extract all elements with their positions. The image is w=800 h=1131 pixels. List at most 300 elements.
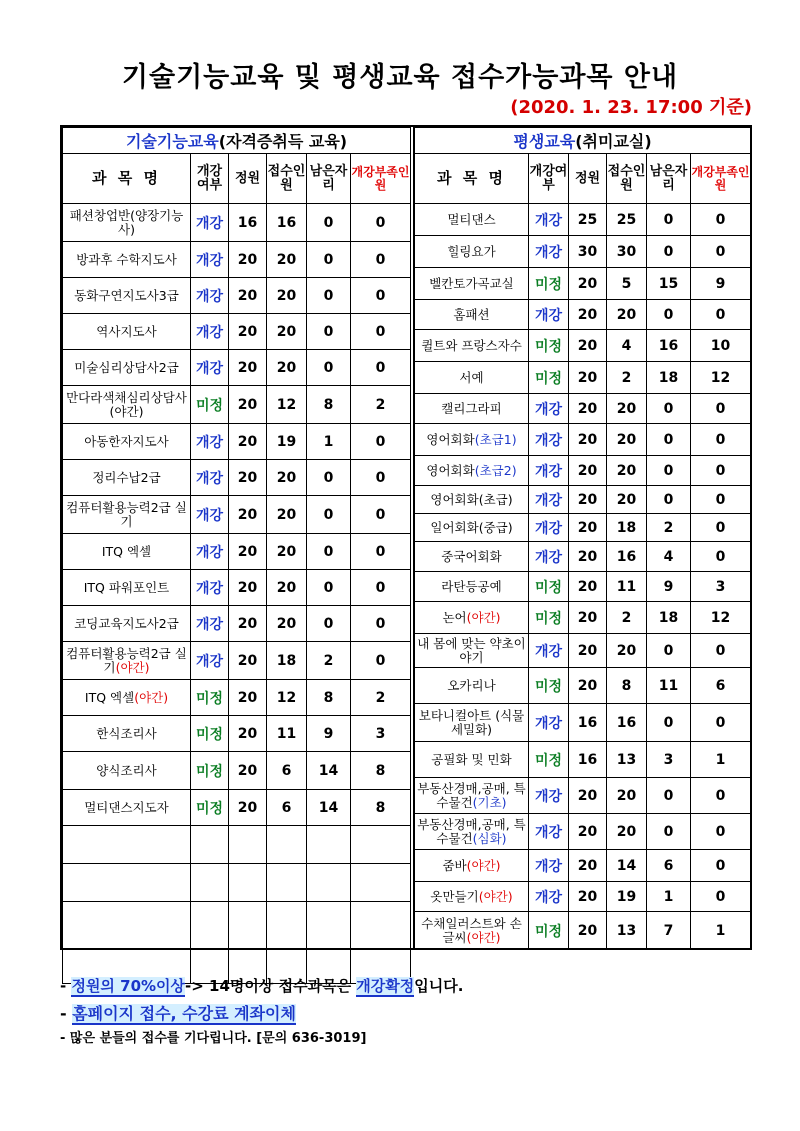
course-name-text: ITQ 파워포인트	[83, 579, 170, 595]
course-name	[415, 394, 529, 424]
empty-row	[63, 826, 411, 864]
shortfall-cell: 3	[351, 716, 411, 752]
course-name-text: 줌바	[442, 857, 467, 873]
course-name	[63, 204, 191, 242]
registered-cell: 20	[267, 570, 307, 606]
empty-cell	[307, 826, 351, 864]
shortfall-cell: 2	[351, 680, 411, 716]
course-name-text: 영어회화(초급)	[430, 491, 513, 507]
header-shortfall: 개강부족인원	[351, 154, 411, 204]
capacity-cell: 20	[569, 850, 607, 882]
course-name-text: 내 몸에 맞는 약초이야기	[417, 635, 526, 665]
remaining-cell: 0	[647, 300, 691, 330]
registered-cell: 4	[607, 330, 647, 362]
course-name-suffix: (초급1)	[474, 431, 517, 447]
table-row	[415, 602, 751, 634]
capacity-cell: 20	[229, 496, 267, 534]
empty-cell	[351, 902, 411, 984]
empty-cell	[229, 902, 267, 984]
status-badge: 개강	[529, 778, 569, 814]
registered-cell: 16	[607, 704, 647, 742]
registered-cell: 2	[607, 362, 647, 394]
remaining-cell: 0	[307, 460, 351, 496]
shortfall-cell: 0	[351, 606, 411, 642]
course-name-text: 홈패션	[453, 306, 490, 322]
remaining-cell: 11	[647, 668, 691, 704]
bullet-dash: -	[60, 1004, 73, 1023]
shortfall-cell: 0	[691, 486, 751, 514]
course-name	[415, 912, 529, 950]
table-row	[415, 850, 751, 882]
shortfall-cell: 10	[691, 330, 751, 362]
remaining-cell: 14	[307, 752, 351, 790]
remaining-cell: 7	[647, 912, 691, 950]
status-badge: 개강	[191, 606, 229, 642]
course-name	[415, 236, 529, 268]
remaining-cell: 0	[647, 814, 691, 850]
empty-row	[63, 864, 411, 902]
course-name-text: 미술심리상담사2급	[74, 359, 179, 375]
empty-cell	[307, 864, 351, 902]
shortfall-cell: 8	[351, 752, 411, 790]
course-name-text: 만다라색채심리상담사(야간)	[66, 389, 187, 419]
remaining-cell: 9	[647, 572, 691, 602]
course-name-suffix: (야간)	[466, 929, 501, 945]
shortfall-cell: 0	[351, 314, 411, 350]
shortfall-cell: 1	[691, 742, 751, 778]
table-row	[415, 634, 751, 668]
status-badge: 미정	[529, 668, 569, 704]
capacity-cell: 20	[569, 814, 607, 850]
remaining-cell: 6	[647, 850, 691, 882]
bullet-dash: -	[60, 977, 72, 995]
capacity-cell: 25	[569, 204, 607, 236]
capacity-cell: 20	[569, 456, 607, 486]
course-name	[63, 350, 191, 386]
capacity-cell: 20	[229, 790, 267, 826]
status-badge: 미정	[529, 742, 569, 778]
registered-cell: 19	[607, 882, 647, 912]
status-badge: 미정	[529, 572, 569, 602]
table-row	[415, 514, 751, 542]
remaining-cell: 0	[647, 394, 691, 424]
table-row	[415, 742, 751, 778]
shortfall-cell: 2	[351, 386, 411, 424]
header-remaining: 남은자리	[307, 154, 351, 204]
status-badge: 개강	[191, 424, 229, 460]
course-name	[63, 242, 191, 278]
registered-cell: 20	[267, 496, 307, 534]
shortfall-cell: 0	[691, 778, 751, 814]
empty-cell	[307, 902, 351, 984]
status-badge: 미정	[529, 912, 569, 950]
course-name	[415, 542, 529, 572]
remaining-cell: 14	[307, 790, 351, 826]
remaining-cell: 1	[307, 424, 351, 460]
notice-threshold: 정원의 70%이상	[71, 977, 186, 995]
remaining-cell: 8	[307, 386, 351, 424]
status-badge: 개강	[191, 642, 229, 680]
lifelong-education-panel	[414, 127, 750, 950]
empty-cell	[63, 864, 191, 902]
technical-course-rows	[63, 204, 411, 984]
shortfall-cell: 0	[351, 242, 411, 278]
course-name	[415, 668, 529, 704]
header-registered: 접수인원	[267, 154, 307, 204]
status-badge: 개강	[529, 882, 569, 912]
registered-cell: 20	[267, 314, 307, 350]
empty-cell	[351, 864, 411, 902]
technical-education-panel	[62, 127, 410, 984]
capacity-cell: 20	[569, 268, 607, 300]
capacity-cell: 20	[229, 642, 267, 680]
remaining-cell: 0	[307, 570, 351, 606]
capacity-cell: 20	[229, 570, 267, 606]
registered-cell: 30	[607, 236, 647, 268]
shortfall-cell: 1	[691, 912, 751, 950]
status-badge: 개강	[529, 542, 569, 572]
remaining-cell: 3	[647, 742, 691, 778]
shortfall-cell: 0	[691, 542, 751, 572]
empty-cell	[267, 826, 307, 864]
course-name-text: 공필화 및 민화	[431, 751, 512, 767]
empty-cell	[351, 826, 411, 864]
remaining-cell: 0	[307, 534, 351, 570]
capacity-cell: 20	[229, 606, 267, 642]
shortfall-cell: 0	[691, 814, 751, 850]
course-name-text: 부동산경매,공매, 특수물건	[417, 780, 526, 810]
capacity-cell: 16	[569, 742, 607, 778]
table-row	[415, 456, 751, 486]
capacity-cell: 20	[229, 534, 267, 570]
course-name-text: ITQ 엑셀	[101, 543, 152, 559]
registered-cell: 20	[607, 300, 647, 330]
remaining-cell: 0	[647, 634, 691, 668]
remaining-cell: 0	[647, 456, 691, 486]
registered-cell: 8	[607, 668, 647, 704]
remaining-cell: 0	[307, 350, 351, 386]
table-row	[415, 668, 751, 704]
course-name-text: 방과후 수학지도사	[76, 251, 177, 267]
table-row	[63, 790, 411, 826]
registered-cell: 20	[267, 242, 307, 278]
registered-cell: 11	[607, 572, 647, 602]
capacity-cell: 20	[569, 330, 607, 362]
section-title-main: 평생교육	[513, 132, 576, 151]
shortfall-cell: 0	[691, 704, 751, 742]
course-name-text: 일어회화(중급)	[430, 519, 513, 535]
status-badge: 개강	[529, 704, 569, 742]
course-name-text: 라탄등공예	[441, 578, 502, 594]
remaining-cell: 2	[647, 514, 691, 542]
course-name-text: 양식조리사	[96, 762, 157, 778]
table-row	[63, 278, 411, 314]
course-name-text: 역사지도사	[96, 323, 157, 339]
header-capacity: 정원	[569, 154, 607, 204]
course-name	[63, 570, 191, 606]
status-badge: 개강	[191, 350, 229, 386]
capacity-cell: 20	[569, 668, 607, 704]
table-row	[63, 424, 411, 460]
remaining-cell: 16	[647, 330, 691, 362]
notice-confirmed: 개강확정	[356, 977, 415, 995]
course-name	[415, 850, 529, 882]
remaining-cell: 0	[647, 204, 691, 236]
remaining-cell: 4	[647, 542, 691, 572]
status-badge: 개강	[529, 486, 569, 514]
table-row	[63, 350, 411, 386]
registered-cell: 20	[607, 486, 647, 514]
capacity-cell: 16	[229, 204, 267, 242]
registered-cell: 6	[267, 752, 307, 790]
lifelong-course-rows	[415, 204, 751, 950]
status-badge: 개강	[529, 424, 569, 456]
section-title-main: 기술기능교육	[125, 132, 219, 151]
course-name-text: 컴퓨터활용능력2급 실기	[66, 499, 187, 529]
section-title-technical	[63, 128, 411, 154]
shortfall-cell: 6	[691, 668, 751, 704]
header-open-status: 개강여부	[191, 154, 229, 204]
course-name	[63, 460, 191, 496]
date-stamp: (2020. 1. 23. 17:00 기준)	[510, 97, 752, 118]
status-badge: 개강	[191, 460, 229, 496]
empty-cell	[229, 826, 267, 864]
shortfall-cell: 0	[691, 850, 751, 882]
section-title-sub: (자격증취득 교육)	[218, 132, 348, 151]
course-name-text: 동화구연지도사3급	[74, 287, 179, 303]
shortfall-cell: 0	[691, 424, 751, 456]
course-name	[415, 456, 529, 486]
shortfall-cell: 0	[691, 514, 751, 542]
registered-cell: 16	[607, 542, 647, 572]
shortfall-cell: 8	[351, 790, 411, 826]
course-name	[415, 814, 529, 850]
table-row	[63, 242, 411, 278]
status-badge: 개강	[529, 814, 569, 850]
course-name	[415, 742, 529, 778]
registered-cell: 20	[607, 634, 647, 668]
header-open-status: 개강여부	[529, 154, 569, 204]
registered-cell: 20	[607, 424, 647, 456]
notice-block	[60, 975, 760, 1053]
status-badge: 개강	[529, 300, 569, 330]
empty-cell	[267, 864, 307, 902]
status-badge: 미정	[191, 680, 229, 716]
shortfall-cell: 0	[691, 204, 751, 236]
registered-cell: 19	[267, 424, 307, 460]
notice-registration-text: 홈페이지 접수, 수강료 계좌이체	[72, 1004, 296, 1023]
course-name	[415, 268, 529, 300]
status-badge: 미정	[191, 716, 229, 752]
course-name-text: 벨칸토가곡교실	[429, 275, 514, 291]
registered-cell: 5	[607, 268, 647, 300]
registered-cell: 20	[607, 778, 647, 814]
table-row	[415, 330, 751, 362]
status-badge: 개강	[529, 514, 569, 542]
course-frame	[60, 125, 752, 950]
course-name-suffix: (야간)	[466, 609, 501, 625]
course-name-suffix: (야간)	[478, 888, 513, 904]
course-name-suffix: (기초)	[472, 794, 507, 810]
status-badge: 미정	[191, 790, 229, 826]
status-badge: 개강	[191, 242, 229, 278]
capacity-cell: 20	[229, 680, 267, 716]
status-badge: 개강	[529, 456, 569, 486]
lifelong-course-table	[414, 127, 751, 950]
remaining-cell: 0	[307, 496, 351, 534]
empty-cell	[267, 902, 307, 984]
course-name	[63, 642, 191, 680]
table-row	[63, 204, 411, 242]
remaining-cell: 0	[647, 486, 691, 514]
capacity-cell: 20	[229, 242, 267, 278]
course-name-suffix: (야간)	[466, 857, 501, 873]
table-row	[63, 314, 411, 350]
course-name	[415, 634, 529, 668]
status-badge: 개강	[529, 394, 569, 424]
shortfall-cell: 12	[691, 362, 751, 394]
status-badge: 미정	[529, 362, 569, 394]
table-row	[415, 486, 751, 514]
table-row	[63, 460, 411, 496]
section-title-sub: (취미교실)	[575, 132, 652, 151]
status-badge: 미정	[529, 268, 569, 300]
shortfall-cell: 9	[691, 268, 751, 300]
remaining-cell: 0	[307, 204, 351, 242]
registered-cell: 20	[607, 814, 647, 850]
remaining-cell: 8	[307, 680, 351, 716]
remaining-cell: 15	[647, 268, 691, 300]
empty-cell	[191, 902, 229, 984]
course-name	[63, 680, 191, 716]
empty-cell	[63, 826, 191, 864]
registered-cell: 20	[607, 394, 647, 424]
table-row	[415, 572, 751, 602]
shortfall-cell: 0	[691, 634, 751, 668]
course-name-text: 한식조리사	[96, 725, 157, 741]
course-name	[63, 606, 191, 642]
shortfall-cell: 0	[351, 424, 411, 460]
capacity-cell: 20	[569, 912, 607, 950]
shortfall-cell: 0	[691, 300, 751, 330]
remaining-cell: 0	[647, 236, 691, 268]
course-name-text: 영어회화	[426, 462, 475, 478]
course-name	[63, 752, 191, 790]
capacity-cell: 20	[569, 602, 607, 634]
status-badge: 미정	[191, 752, 229, 790]
capacity-cell: 20	[229, 386, 267, 424]
table-row	[63, 386, 411, 424]
remaining-cell: 0	[647, 704, 691, 742]
course-name	[63, 314, 191, 350]
header-registered: 접수인원	[607, 154, 647, 204]
course-name-text: 멀티댄스지도자	[84, 799, 169, 815]
registered-cell: 13	[607, 742, 647, 778]
registered-cell: 6	[267, 790, 307, 826]
shortfall-cell: 0	[351, 496, 411, 534]
registered-cell: 18	[607, 514, 647, 542]
course-name	[415, 778, 529, 814]
course-name	[415, 602, 529, 634]
course-name	[63, 424, 191, 460]
registered-cell: 2	[607, 602, 647, 634]
course-name-text: 옷만들기	[430, 888, 479, 904]
capacity-cell: 20	[569, 882, 607, 912]
remaining-cell: 1	[647, 882, 691, 912]
table-row	[63, 534, 411, 570]
capacity-cell: 20	[569, 572, 607, 602]
course-name-text: 힐링요가	[447, 243, 496, 259]
course-name-suffix: (초급2)	[474, 462, 517, 478]
capacity-cell: 20	[569, 634, 607, 668]
registered-cell: 25	[607, 204, 647, 236]
status-badge: 개강	[529, 634, 569, 668]
section-title-lifelong	[415, 128, 751, 154]
capacity-cell: 20	[569, 778, 607, 814]
page-title: 기술기능교육 및 평생교육 접수가능과목 안내	[121, 62, 679, 93]
registered-cell: 11	[267, 716, 307, 752]
course-name	[415, 704, 529, 742]
course-name	[63, 790, 191, 826]
status-badge: 미정	[191, 386, 229, 424]
capacity-cell: 20	[229, 350, 267, 386]
course-name	[415, 486, 529, 514]
course-name-text: 중국어회화	[441, 548, 502, 564]
shortfall-cell: 12	[691, 602, 751, 634]
course-name	[63, 278, 191, 314]
course-name-text: 오카리나	[447, 677, 496, 693]
header-shortfall: 개강부족인원	[691, 154, 751, 204]
course-name-suffix: (야간)	[134, 689, 169, 705]
course-name-text: 서예	[459, 369, 484, 385]
table-row	[415, 778, 751, 814]
capacity-cell: 20	[569, 514, 607, 542]
table-row	[415, 236, 751, 268]
remaining-cell: 0	[647, 424, 691, 456]
notice-middle-text: -> 14명이상 접수과목은	[185, 977, 357, 995]
course-name-text: 보타니컬아트 (식물세밀화)	[418, 707, 525, 737]
shortfall-cell: 0	[351, 350, 411, 386]
registered-cell: 20	[267, 350, 307, 386]
empty-cell	[63, 902, 191, 984]
table-row	[415, 362, 751, 394]
course-name-suffix: (심화)	[472, 830, 507, 846]
capacity-cell: 20	[569, 542, 607, 572]
course-name	[63, 386, 191, 424]
empty-row	[63, 902, 411, 984]
registered-cell: 14	[607, 850, 647, 882]
registered-cell: 13	[607, 912, 647, 950]
capacity-cell: 30	[569, 236, 607, 268]
course-name	[415, 572, 529, 602]
course-name	[415, 300, 529, 330]
table-row	[63, 606, 411, 642]
shortfall-cell: 0	[351, 642, 411, 680]
shortfall-cell: 0	[691, 236, 751, 268]
course-name	[63, 496, 191, 534]
capacity-cell: 20	[229, 716, 267, 752]
table-row	[415, 912, 751, 950]
notice-end-text: 입니다.	[414, 977, 464, 995]
course-name	[415, 424, 529, 456]
course-name	[415, 204, 529, 236]
capacity-cell: 20	[569, 394, 607, 424]
technical-course-table	[62, 127, 411, 984]
remaining-cell: 2	[307, 642, 351, 680]
shortfall-cell: 0	[351, 278, 411, 314]
course-name-text: 패션창업반(양장기능사)	[69, 207, 184, 237]
remaining-cell: 18	[647, 362, 691, 394]
